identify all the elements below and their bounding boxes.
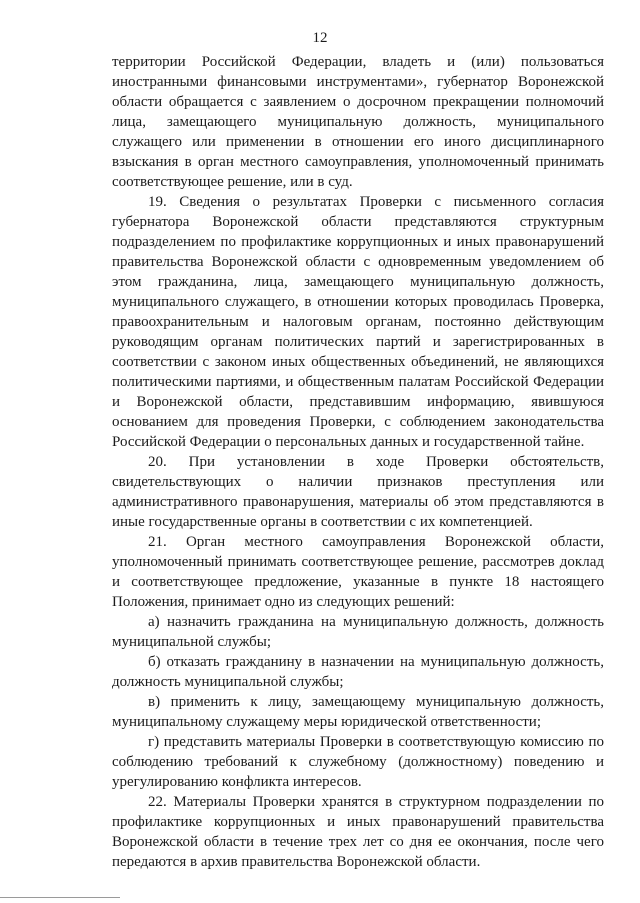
scan-edge-line: [0, 897, 120, 898]
paragraph-21b: б) отказать гражданину в назначении на муниципальную должность, должность муниципальной службы;: [112, 654, 604, 690]
document-body: [112, 52, 604, 872]
paragraph-19: 19. Сведения о результатах Проверки с письменного согласия губернатора Воронежской области представляются структурным подразделением по профилактике коррупционных и иных правонарушений правительства Воронежской области с одновременным уведомлением об этом гражданина, лица, замещающего муниципальную должность, муниципального служащего, в отношении которых проводилась Проверка, правоохранительным и налоговым органам, постоянно действующим руководящим органам политических партий и зарегистрированных в соответствии с законом иных общественных объединений, не являющихся политическими партиями, и общественным палатам Российской Федерации и Воронежской области, представившим информацию, явившуюся основанием для проведения Проверки, с соблюдением законодательства Российской Федерации о персональных данных и государственной тайне.: [112, 194, 604, 450]
paragraph-21: 21. Орган местного самоуправления Воронежской области, уполномоченный принимать соответствующее решение, рассмотрев доклад и соответствующее предложение, указанные в пункте 18 настоящего Положения, принимает одно из следующих решений:: [112, 534, 604, 610]
paragraph-cont: территории Российской Федерации, владеть и (или) пользоваться иностранными финансовыми инструментами», губернатор Воронежской области обращается с заявлением о досрочном прекращении полномочий лица, замещающего муниципальную должность, муниципального служащего или применении в отношении его иного дисциплинарного взыскания в орган местного самоуправления, уполномоченный принимать соответствующее решение, или в суд.: [112, 54, 604, 190]
page-number: 12: [312, 30, 328, 46]
paragraph-21a: а) назначить гражданина на муниципальную должность, должность муниципальной службы;: [112, 614, 604, 650]
paragraph-21d: г) представить материалы Проверки в соответствующую комиссию по соблюдению требований к служебному (должностному) поведению и урегулированию конфликта интересов.: [112, 734, 604, 790]
paragraph-22: 22. Материалы Проверки хранятся в структурном подразделении по профилактике коррупционных и иных правонарушений правительства Воронежской области в течение трех лет со дня ее окончания, после чего передаются в архив правительства Воронежской области.: [112, 794, 604, 870]
paragraph-20: 20. При установлении в ходе Проверки обстоятельств, свидетельствующих о наличии признаков преступления или административного правонарушения, материалы об этом представляются в иные государственные органы в соответствии с их компетенцией.: [112, 454, 604, 530]
paragraph-21c: в) применить к лицу, замещающему муниципальную должность, муниципальному служащему меры юридической ответственности;: [112, 694, 604, 730]
